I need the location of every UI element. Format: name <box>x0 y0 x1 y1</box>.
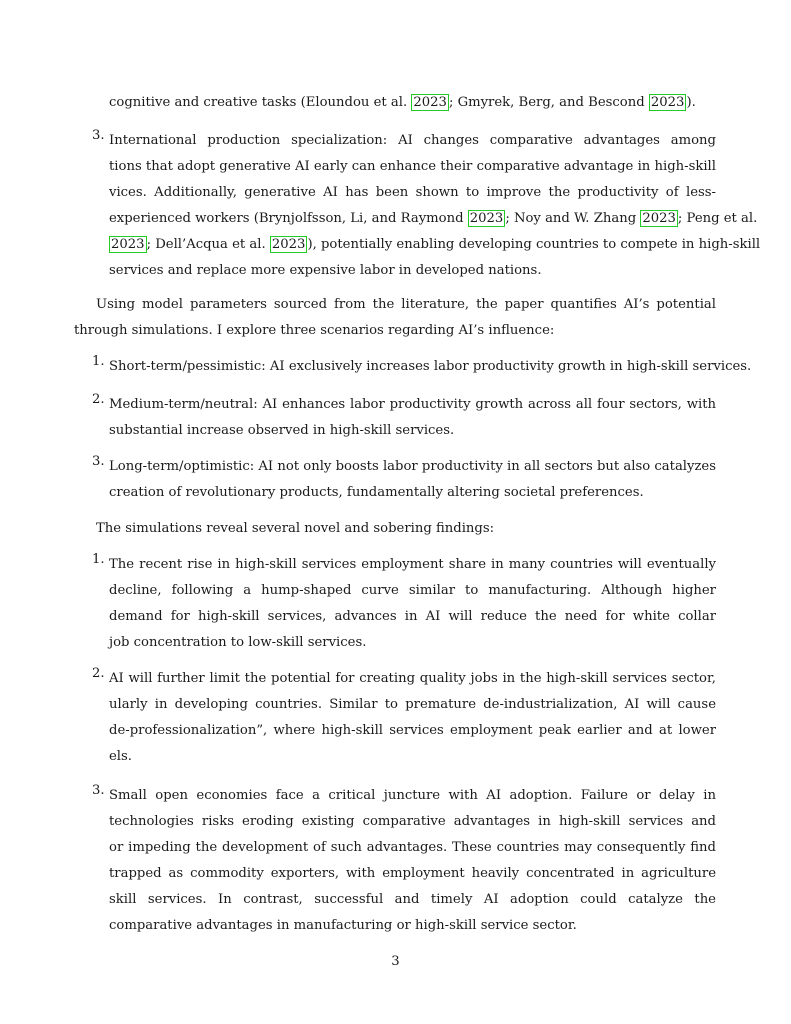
list-number: 3. <box>92 128 105 143</box>
citation-link[interactable]: 2023 <box>650 95 685 110</box>
text-line: Small open economies face a critical juncture with AI adoption. Failure or delay in <box>109 788 716 803</box>
text-line: decline, following a hump-shaped curve similar to manufacturing. Although higher <box>109 583 716 598</box>
scenario-item-2 <box>92 392 716 444</box>
text-line: de-professionalization”, where high-skill services employment peak earlier and at lower <box>109 723 716 738</box>
text-line: through simulations. I explore three scenarios regarding AI’s influence: <box>74 323 555 338</box>
text-line: demand for high-skill services, advances in AI will reduce the need for white collar <box>109 609 716 624</box>
finding-item-1 <box>92 552 716 656</box>
citation-link[interactable]: 2023 <box>111 237 145 252</box>
scenario-item-3 <box>92 454 716 506</box>
paragraph-findings-intro <box>74 516 716 542</box>
text-line: Using model parameters sourced from the literature, the paper quantifies AI’s potential <box>96 297 716 312</box>
text-line: International production specialization: AI changes comparative advantages among <box>109 133 716 148</box>
text-line: substantial increase observed in high-skill services. <box>109 423 455 438</box>
text-line: The recent rise in high-skill services employment share in many countries will eventually <box>109 557 716 572</box>
text-line: Short-term/pessimistic: AI exclusively increases labor productivity growth in high-skill services. <box>109 359 752 374</box>
text-line: job concentration to low-skill services. <box>109 635 367 650</box>
text-line: services and replace more expensive labor in developed nations. <box>109 263 542 278</box>
text-line: els. <box>109 749 132 764</box>
text-line: vices. Additionally, generative AI has been shown to improve the productivity of less- <box>109 185 716 200</box>
scenario-item-1 <box>92 354 752 380</box>
text-line: creation of revolutionary products, fundamentally altering societal preferences. <box>109 485 644 500</box>
text-line: Medium-term/neutral: AI enhances labor productivity growth across all four sectors, with <box>109 397 716 412</box>
list-number: 1. <box>92 552 105 567</box>
paragraph-scenarios-intro <box>74 292 716 344</box>
list-number: 2. <box>92 392 105 407</box>
list-number: 3. <box>92 783 105 798</box>
list-item-international-specialization <box>92 128 761 284</box>
text-line: or impeding the development of such advantages. These countries may consequently find <box>109 840 716 855</box>
list-number: 2. <box>92 666 105 681</box>
citation-link[interactable]: 2023 <box>413 95 447 110</box>
text-line: 2023 ; Dell’Acqua et al. 2023 ), potentially enabling developing countries to compete in high-skill <box>111 237 761 252</box>
text-line: AI will further limit the potential for creating quality jobs in the high-skill services sector, <box>109 671 716 686</box>
text-line: Long-term/optimistic: AI not only boosts labor productivity in all sectors but also catalyzes <box>109 459 716 474</box>
text-line: ularly in developing countries. Similar to premature de-industrialization, AI will cause <box>109 697 716 712</box>
text-line: comparative advantages in manufacturing or high-skill service sector. <box>109 918 577 933</box>
text-line: tions that adopt generative AI early can enhance their comparative advantage in high-skill <box>109 159 716 174</box>
text-line: technologies risks eroding existing comparative advantages in high-skill services and <box>109 814 716 829</box>
text-line: experienced workers (Brynjolfsson, Li, and Raymond 2023 ; Noy and W. Zhang 2023 ; Peng et al. <box>109 211 758 226</box>
citation-link[interactable]: 2023 <box>271 237 306 252</box>
citation-link[interactable]: 2023 <box>642 211 676 226</box>
finding-item-2 <box>92 666 716 770</box>
finding-item-3 <box>92 783 716 939</box>
text-line: skill services. In contrast, successful and timely AI adoption could catalyze the <box>109 892 716 907</box>
text-line: trapped as commodity exporters, with employment heavily concentrated in agriculture <box>109 866 716 881</box>
list-number: 3. <box>92 454 105 469</box>
page-number: 3 <box>391 954 400 969</box>
text-line: cognitive and creative tasks (Eloundou et al. 2023 ; Gmyrek, Berg, and Bescond 2023 ). <box>109 95 696 110</box>
continued-list-item <box>92 90 716 116</box>
list-number: 1. <box>92 354 105 369</box>
citation-link[interactable]: 2023 <box>469 211 504 226</box>
text-line: The simulations reveal several novel and sobering findings: <box>96 521 495 536</box>
